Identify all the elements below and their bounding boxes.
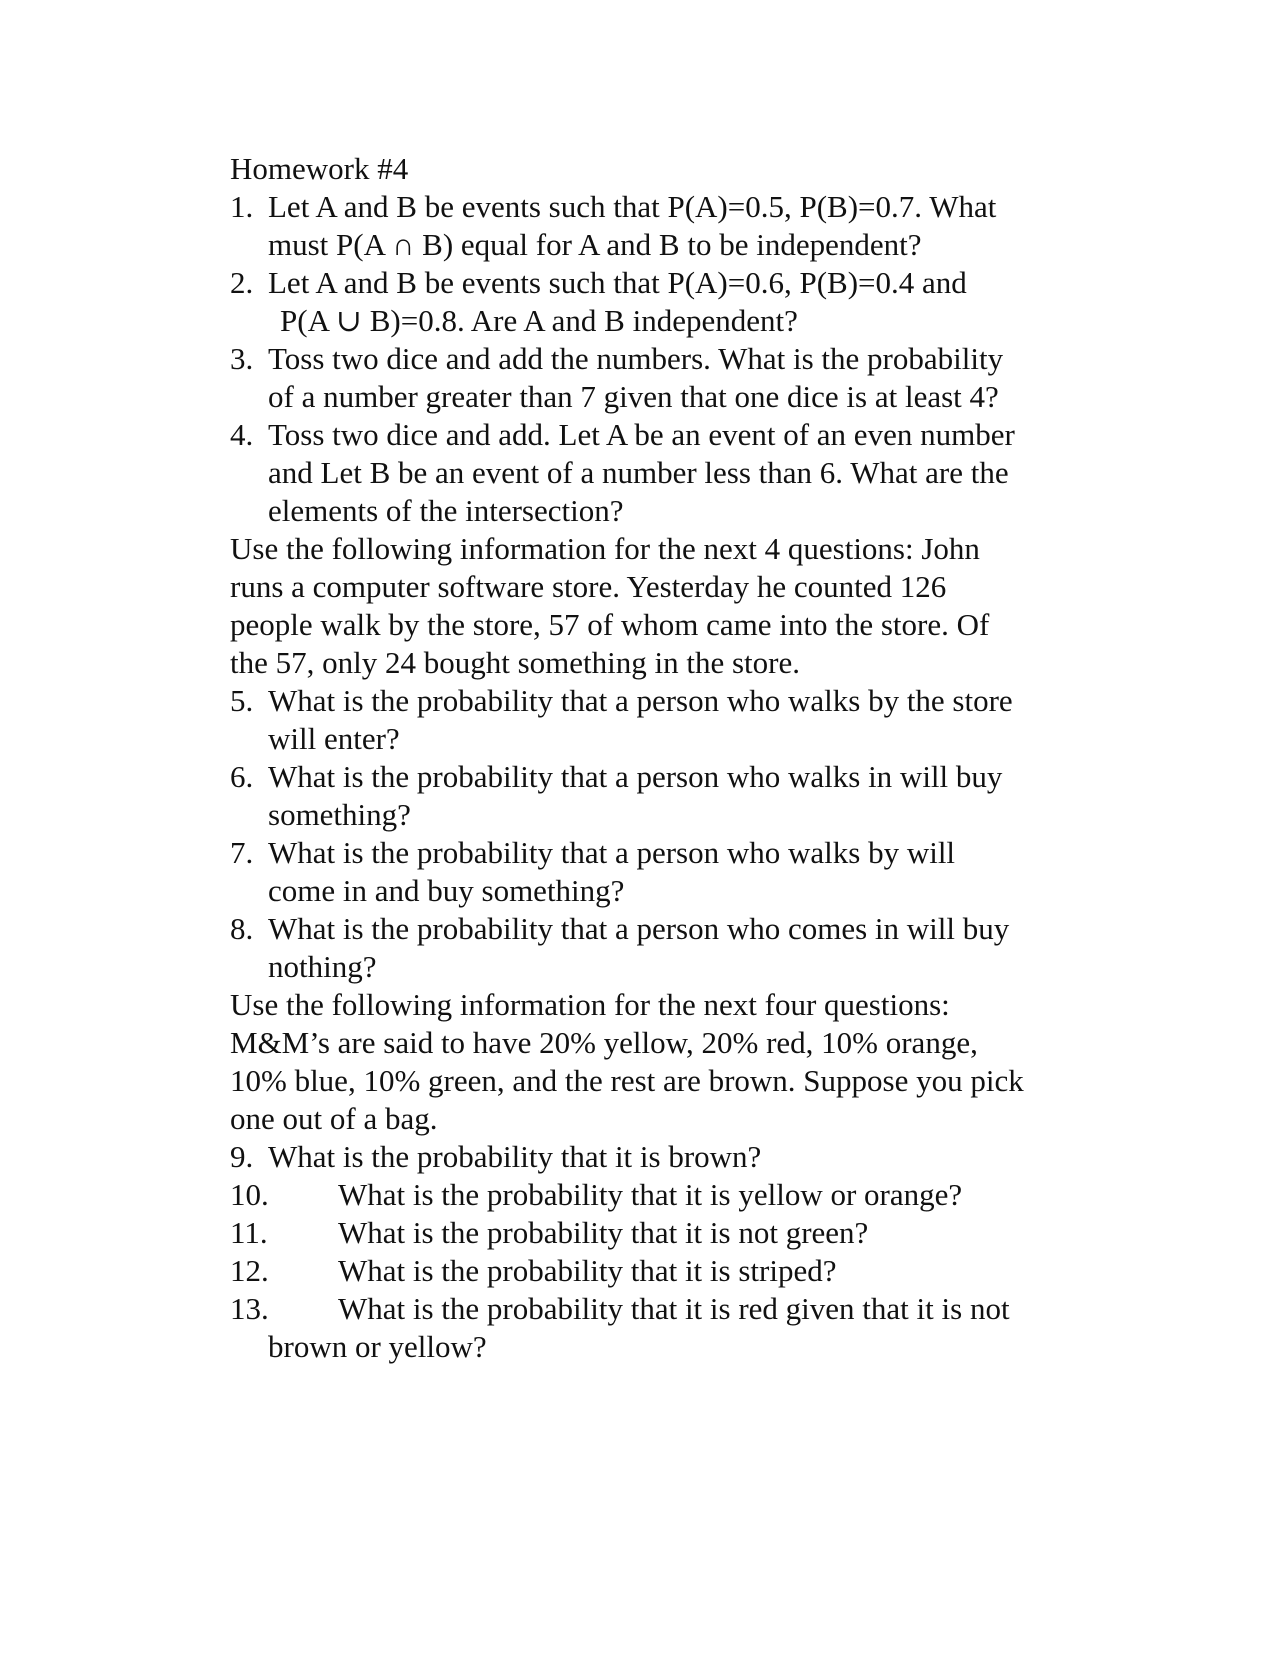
question-number: 2. bbox=[230, 265, 254, 300]
info-line: M&M’s are said to have 20% yellow, 20% red, 10% orange, bbox=[230, 1025, 978, 1060]
question-11 bbox=[230, 1214, 1090, 1252]
question-2 bbox=[230, 264, 1090, 340]
question-line: What is the probability that a person who walks by the store bbox=[268, 683, 1013, 718]
question-number: 5. bbox=[230, 683, 254, 718]
page-title: Homework #4 bbox=[230, 151, 409, 186]
question-line: What is the probability that a person who comes in will buy bbox=[268, 911, 1010, 946]
question-line: Let A and B be events such that P(A)=0.6, P(B)=0.4 and bbox=[268, 265, 967, 300]
question-number: 13. bbox=[230, 1291, 269, 1326]
question-line: Toss two dice and add. Let A be an event of an even number bbox=[268, 417, 1015, 452]
question-4 bbox=[230, 416, 1090, 530]
question-line: What is the probability that it is brown? bbox=[268, 1139, 762, 1174]
question-number: 3. bbox=[230, 341, 254, 376]
question-line: will enter? bbox=[268, 721, 400, 756]
question-7 bbox=[230, 834, 1090, 910]
question-1 bbox=[230, 188, 1090, 264]
question-13 bbox=[230, 1290, 1090, 1366]
question-number: 12. bbox=[230, 1253, 269, 1288]
question-12 bbox=[230, 1252, 1090, 1290]
info-line: Use the following information for the next four questions: bbox=[230, 987, 950, 1022]
question-number: 11. bbox=[230, 1215, 268, 1250]
info-line: the 57, only 24 bought something in the store. bbox=[230, 645, 801, 680]
question-10 bbox=[230, 1176, 1090, 1214]
question-line: What is the probability that it is not green? bbox=[338, 1215, 869, 1250]
question-number: 10. bbox=[230, 1177, 269, 1212]
question-line: and Let B be an event of a number less than 6. What are the bbox=[268, 455, 1009, 490]
question-number: 1. bbox=[230, 189, 254, 224]
info-line: one out of a bag. bbox=[230, 1101, 438, 1136]
question-6 bbox=[230, 758, 1090, 834]
question-number: 7. bbox=[230, 835, 254, 870]
info-line: Use the following information for the next 4 questions: John bbox=[230, 531, 980, 566]
question-line: something? bbox=[268, 797, 411, 832]
question-line: elements of the intersection? bbox=[268, 493, 624, 528]
question-number: 6. bbox=[230, 759, 254, 794]
info-paragraph-store bbox=[230, 530, 1090, 682]
question-3 bbox=[230, 340, 1090, 416]
question-line: nothing? bbox=[268, 949, 377, 984]
info-line: 10% blue, 10% green, and the rest are brown. Suppose you pick bbox=[230, 1063, 1024, 1098]
question-line: What is the probability that it is striped? bbox=[338, 1253, 837, 1288]
info-paragraph-mms bbox=[230, 986, 1090, 1138]
question-line: come in and buy something? bbox=[268, 873, 625, 908]
question-number: 4. bbox=[230, 417, 254, 452]
question-line: of a number greater than 7 given that one dice is at least 4? bbox=[268, 379, 999, 414]
question-line: What is the probability that a person who walks by will bbox=[268, 835, 956, 870]
question-9 bbox=[230, 1138, 1090, 1176]
question-5 bbox=[230, 682, 1090, 758]
question-number: 9. bbox=[230, 1139, 254, 1174]
question-line: must P(A ∩ B) equal for A and B to be independent? bbox=[268, 227, 922, 262]
question-line: P(A ∪ B)=0.8. Are A and B independent? bbox=[280, 303, 798, 338]
question-line: What is the probability that a person who walks in will buy bbox=[268, 759, 1003, 794]
question-line: Toss two dice and add the numbers. What is the probability bbox=[268, 341, 1004, 376]
question-line: Let A and B be events such that P(A)=0.5, P(B)=0.7. What bbox=[268, 189, 997, 224]
info-line: runs a computer software store. Yesterday he counted 126 bbox=[230, 569, 947, 604]
document-content bbox=[230, 150, 1090, 1366]
info-line: people walk by the store, 57 of whom came into the store. Of bbox=[230, 607, 990, 642]
question-8 bbox=[230, 910, 1090, 986]
question-line: brown or yellow? bbox=[268, 1329, 487, 1364]
question-number: 8. bbox=[230, 911, 254, 946]
question-line: What is the probability that it is yellow or orange? bbox=[338, 1177, 963, 1212]
question-line: What is the probability that it is red given that it is not bbox=[338, 1291, 1010, 1326]
